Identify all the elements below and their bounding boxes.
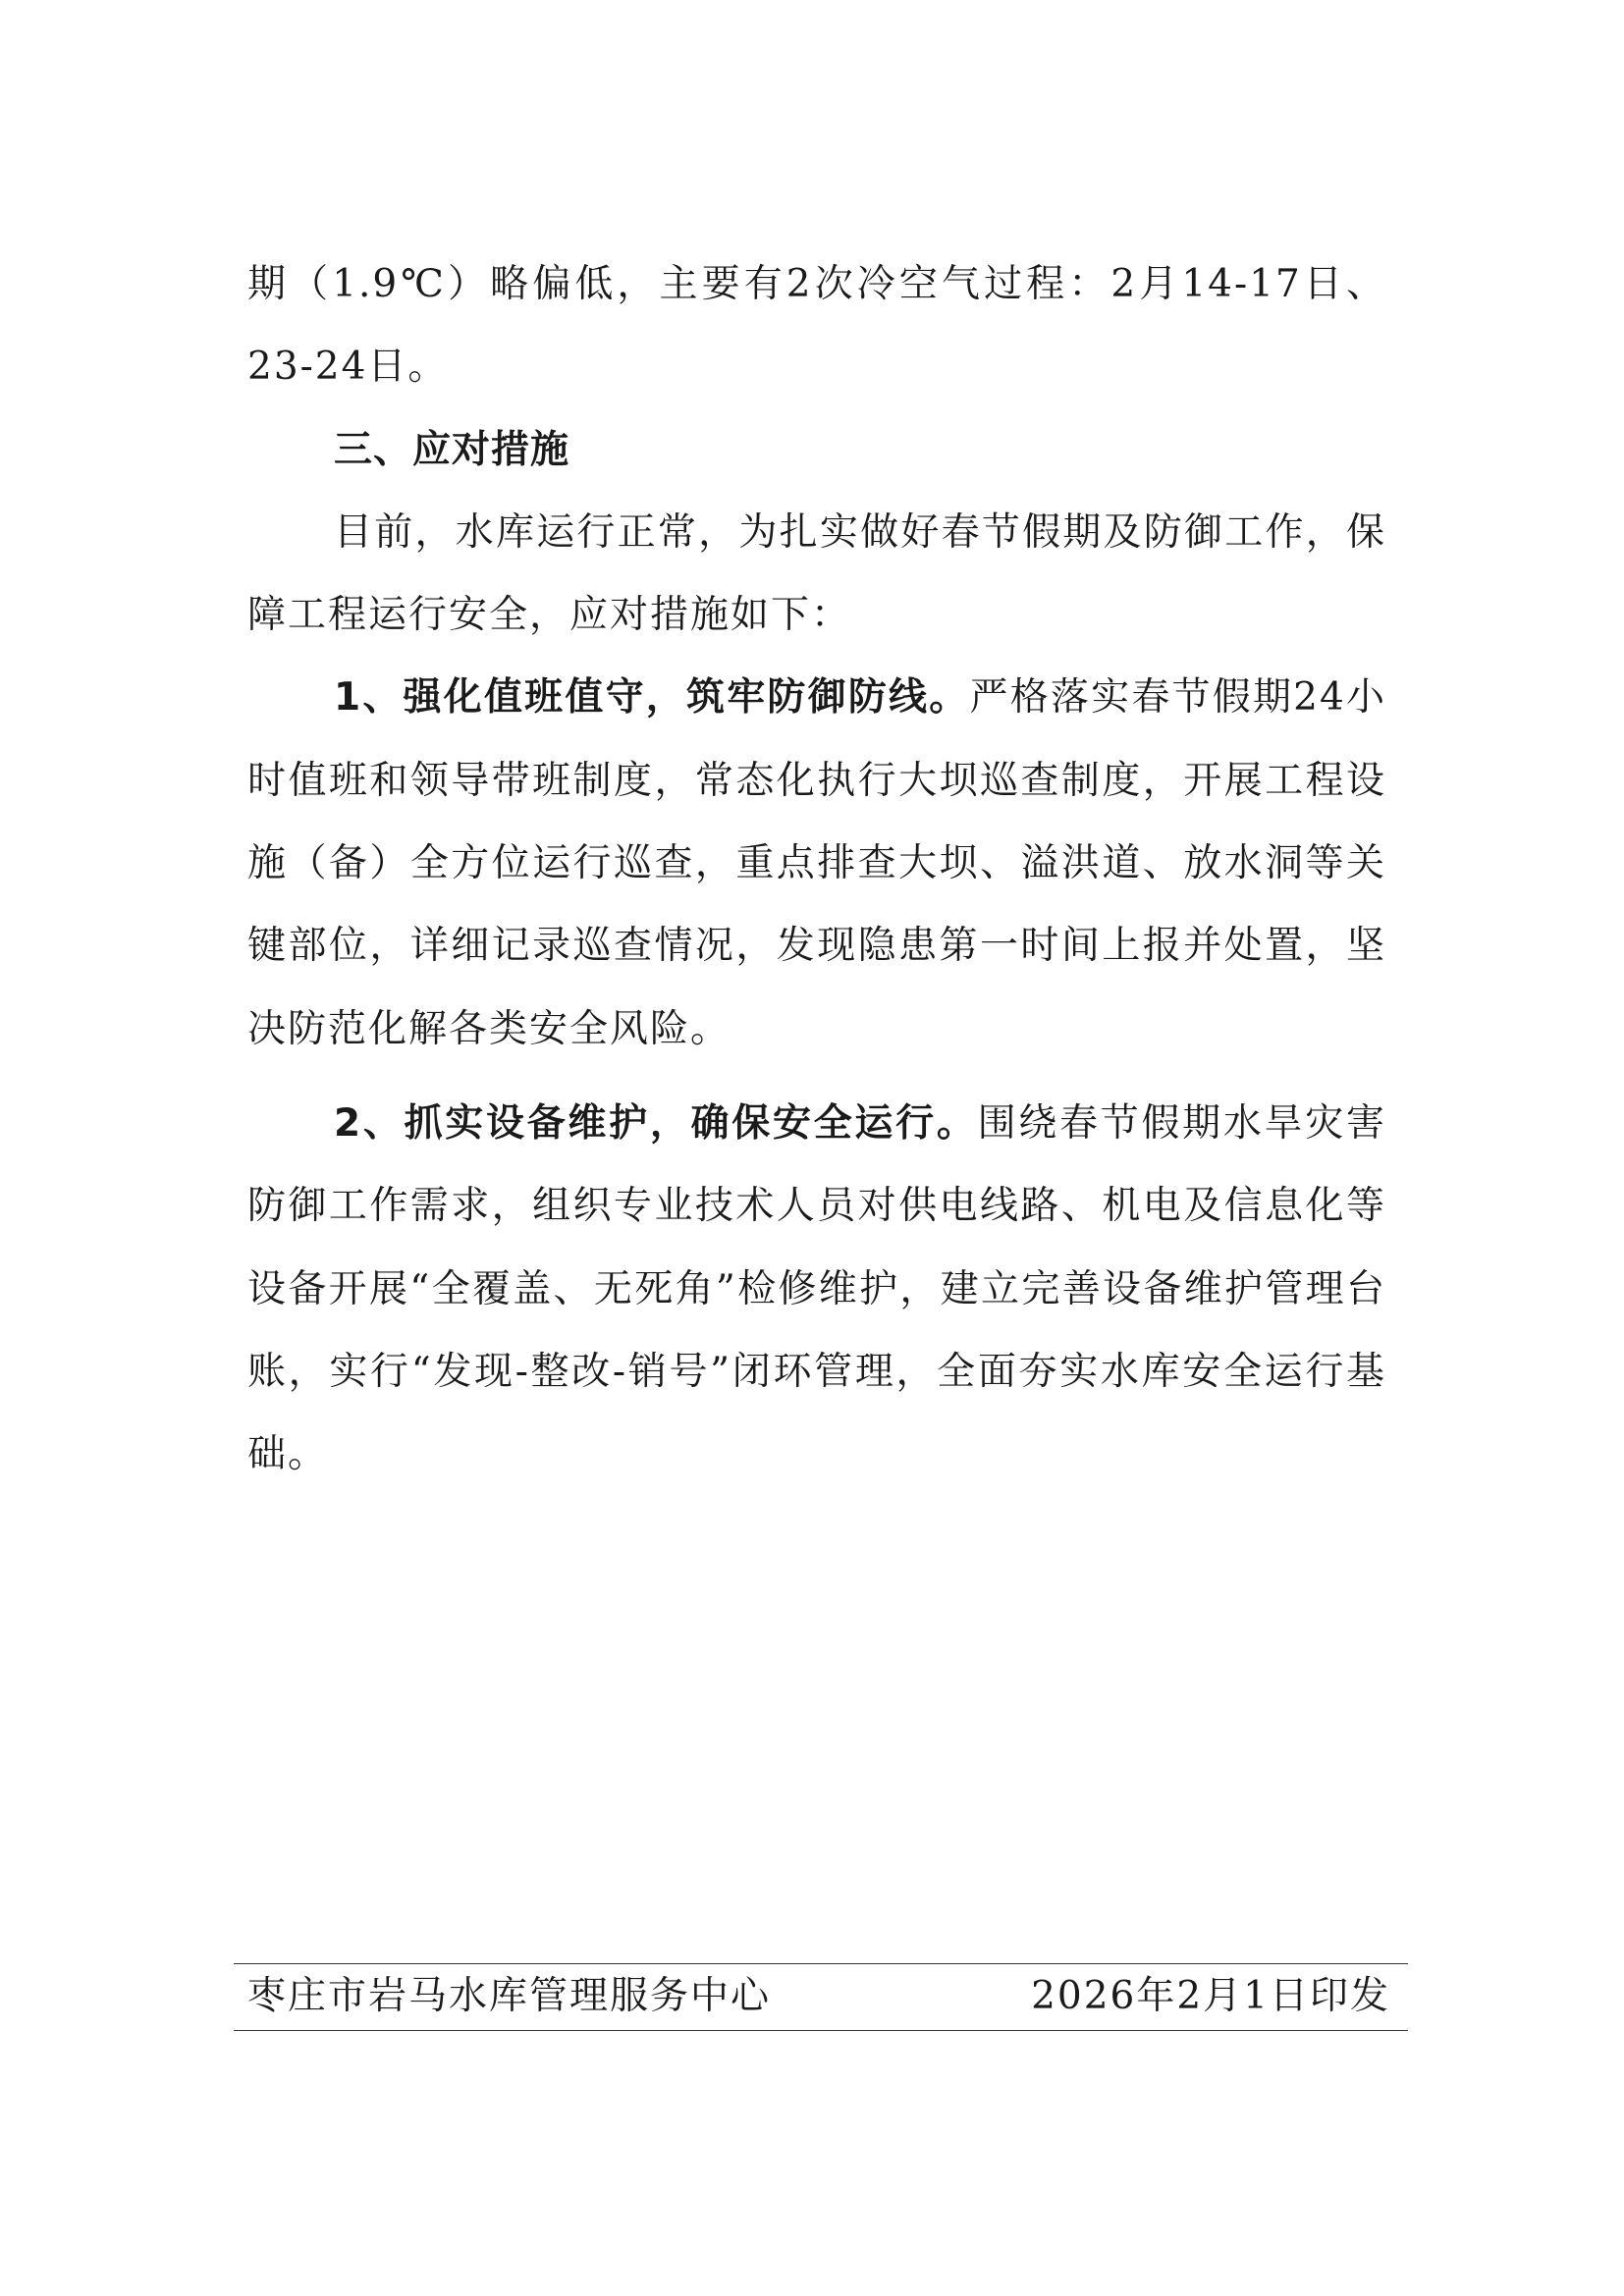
item-1-lead: 1、强化值班值守，筑牢防御防线。 [334,675,970,721]
paragraph-item-2 [247,1083,1386,1496]
paragraph-gap [247,1071,1386,1083]
section-heading-measures: 三、应对措施 [334,427,570,472]
item-2-lead: 2、抓实设备维护，确保安全运行。 [334,1100,978,1146]
paragraph-item-1 [247,657,1386,1070]
footer-top-rule [234,1963,1408,1964]
document-body [247,243,1386,1496]
item-2-body: 围绕春节假期水旱灾害防御工作需求，组织专业技术人员对供电线路、机电及信息化等设备开展“全覆盖、无死角”检修维护，建立完善设备维护管理台账，实行“发现-整改-销号”闭环管理，全面夯实水库安全运行基础。 [247,1100,1386,1477]
footer-row [247,1967,1390,2026]
footer-date: 2026年2月1日印发 [1031,1974,1390,2018]
footer-issuer: 枣庄市岩马水库管理服务中心 [247,1974,772,2018]
footer-bottom-rule [234,2030,1408,2031]
paragraph-continuation: 期（1.9℃）略偏低，主要有2次冷空气过程：2月14-17日、23-24日。 [247,262,1386,390]
item-1-body: 严格落实春节假期24小时值班和领导带班制度，常态化执行大坝巡查制度，开展工程设施（备）全方位运行巡查，重点排查大坝、溢洪道、放水洞等关键部位，详细记录巡查情况，发现隐患第一时间上报并处置，坚决防范化解各类安全风险。 [247,675,1386,1051]
paragraph-intro: 目前，水库运行正常，为扎实做好春节假期及防御工作，保障工程运行安全，应对措施如下： [247,509,1386,638]
